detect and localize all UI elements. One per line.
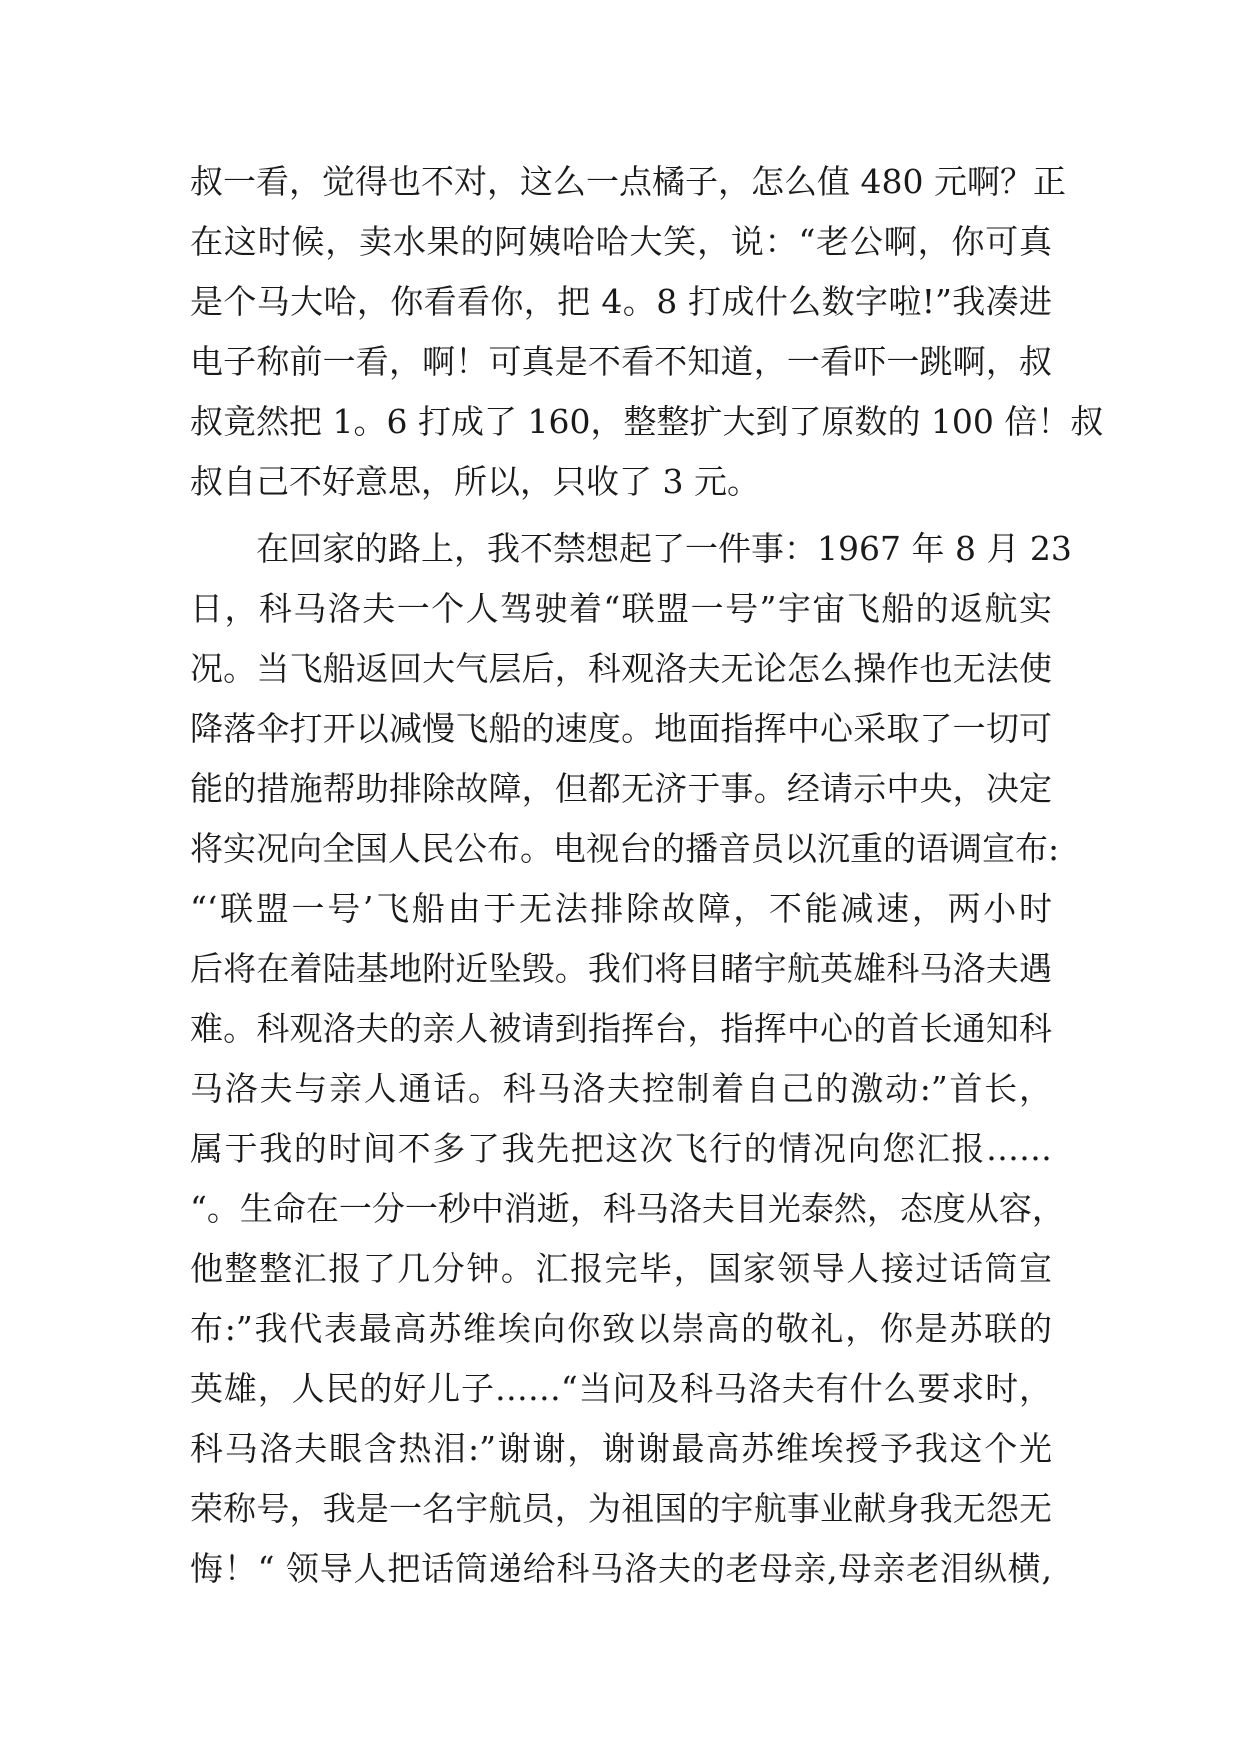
- text-line: 后将在着陆基地附近坠毁。我们将目睹宇航英雄科马洛夫遇: [190, 949, 1052, 988]
- text-line: 降落伞打开以减慢飞船的速度。地面指挥中心采取了一切可: [190, 709, 1052, 748]
- text-line: 悔！“ 领导人把话筒递给科马洛夫的老母亲,母亲老泪纵横,: [190, 1549, 1052, 1588]
- text-line: 能的措施帮助排除故障，但都无济于事。经请示中央，决定: [190, 769, 1052, 808]
- text-line: “。生命在一分一秒中消逝，科马洛夫目光泰然，态度从容，: [190, 1189, 1065, 1228]
- text-line: 是个马大哈，你看看你，把 4。8 打成什么数字啦!”我凑进: [190, 282, 1052, 321]
- text-line: 布:”我代表最高苏维埃向你致以崇高的敬礼，你是苏联的: [190, 1309, 1052, 1348]
- text-line: 况。当飞船返回大气层后，科观洛夫无论怎么操作也无法使: [190, 649, 1052, 688]
- body-text: [190, 152, 1104, 1599]
- paragraph-gap: [190, 512, 1052, 519]
- text-line: 难。科观洛夫的亲人被请到指挥台，指挥中心的首长通知科: [190, 1009, 1052, 1048]
- text-line: 科马洛夫眼含热泪:”谢谢，谢谢最高苏维埃授予我这个光: [190, 1429, 1052, 1468]
- paragraph-2: [190, 519, 1072, 1599]
- text-line: 马洛夫与亲人通话。科马洛夫控制着自己的激动:”首长，: [190, 1069, 1052, 1108]
- text-line: 在回家的路上，我不禁想起了一件事：1967 年 8 月 23: [256, 529, 1072, 568]
- text-line: 日，科马洛夫一个人驾驶着“联盟一号”宇宙飞船的返航实: [190, 589, 1052, 628]
- text-line: 电子称前一看，啊！可真是不看不知道，一看吓一跳啊，叔: [190, 342, 1052, 381]
- text-line: 他整整汇报了几分钟。汇报完毕，国家领导人接过话筒宣: [190, 1249, 1052, 1288]
- text-line: 叔自己不好意思，所以，只收了 3 元。: [190, 462, 760, 501]
- text-line: 荣称号，我是一名宇航员，为祖国的宇航事业献身我无怨无: [190, 1489, 1052, 1528]
- text-line: “‘联盟一号’飞船由于无法排除故障，不能减速，两小时: [190, 889, 1052, 928]
- text-line: 属于我的时间不多了我先把这次飞行的情况向您汇报……: [190, 1129, 1052, 1168]
- text-line: 叔竟然把 1。6 打成了 160，整整扩大到了原数的 100 倍！叔: [190, 402, 1104, 441]
- text-line: 叔一看，觉得也不对，这么一点橘子，怎么值 480 元啊？正: [190, 162, 1066, 201]
- text-line: 将实况向全国人民公布。电视台的播音员以沉重的语调宣布:: [190, 829, 1060, 868]
- text-line: 在这时候，卖水果的阿姨哈哈大笑，说：“老公啊，你可真: [190, 222, 1052, 261]
- text-line: 英雄，人民的好儿子……“当问及科马洛夫有什么要求时，: [190, 1369, 1052, 1408]
- paragraph-1: [190, 152, 1104, 512]
